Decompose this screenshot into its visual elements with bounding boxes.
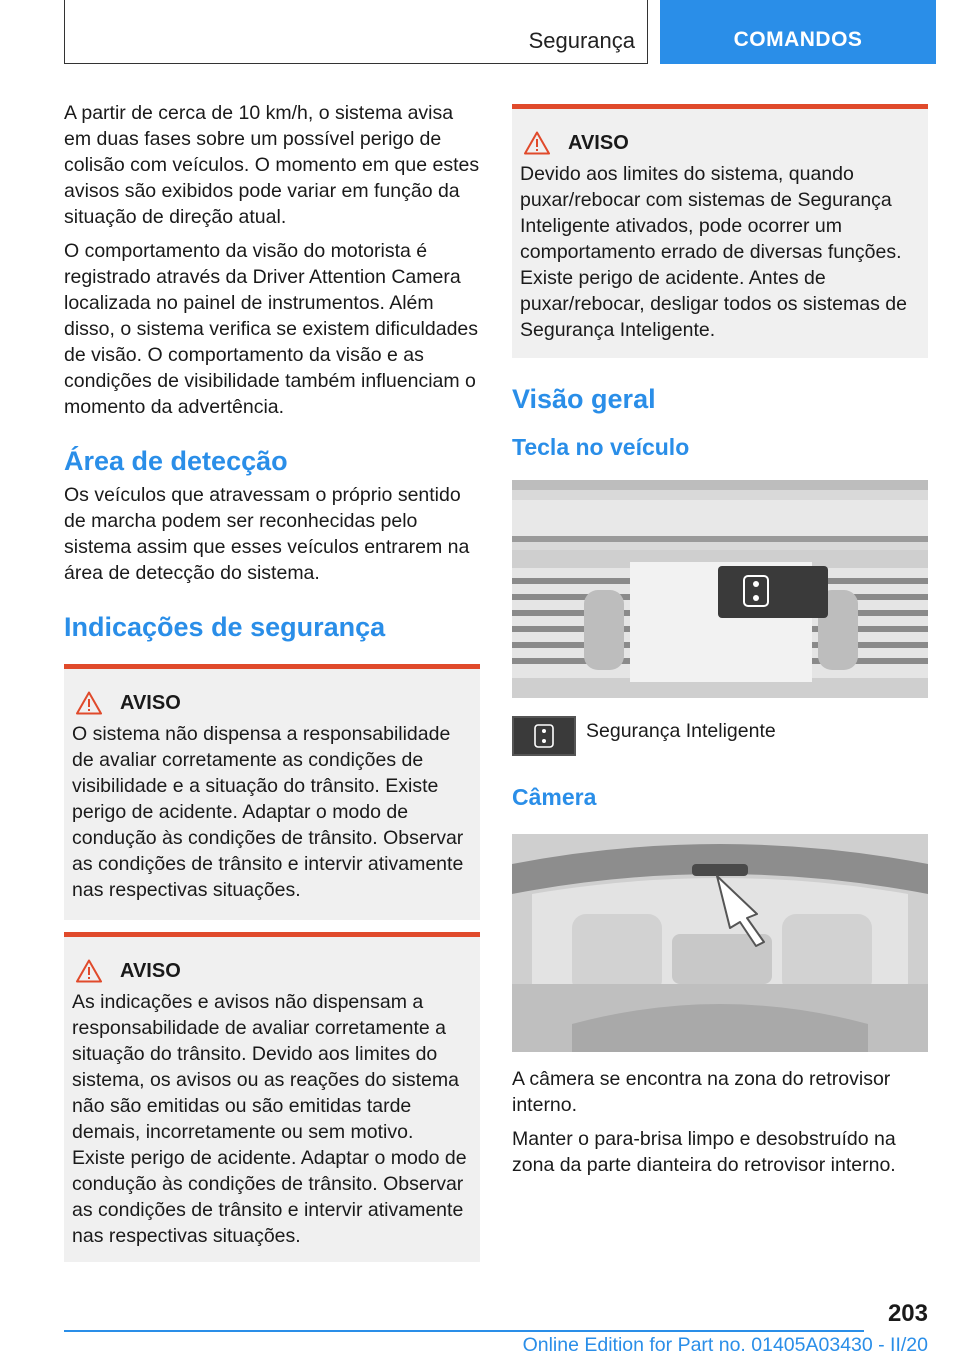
dashboard-button-photo (512, 480, 928, 698)
area-paragraph: Os veículos que atravessam o próprio sentido de marcha podem ser reconhecidas pelo sistema assim que esses veículos entrarem na área de detecção do sistema. (64, 484, 470, 584)
warning-triangle-icon (76, 691, 102, 715)
warning-title-3: AVISO (568, 131, 629, 154)
warning-header-2 (72, 959, 470, 983)
overview-heading: Visão geral (512, 384, 656, 414)
right-air-vent (812, 568, 928, 678)
warning-triangle-icon (524, 131, 550, 155)
safety-heading: Indicações de segurança (64, 612, 386, 642)
warning-title-1: AVISO (120, 691, 181, 714)
header-section-title: Segurança (528, 28, 635, 53)
header-section-box (64, 0, 648, 64)
key-heading: Tecla no veículo (512, 434, 690, 460)
warning-box-3 (512, 104, 928, 358)
camera-paragraph-1: A câmera se encontra na zona do retrovisor interno. (512, 1068, 891, 1116)
warning-header-3 (520, 131, 918, 155)
warning-text-2: As indicações e avisos não dispensam a responsabilidade de avaliar corretamente a situação do trânsito. Devido aos limites do sistema, os avisos ou as reações do sistema não são emitidas ou são emitidas tarde demais, incorretamente ou sem motivo. Existe perigo de acidente. Adaptar o modo de condução às condições de trânsito. Observar as condições de trânsito e intervir ativamente nas respectivas situações. (72, 991, 467, 1247)
header-chapter-tab (660, 0, 936, 64)
left-column (64, 100, 480, 1262)
key-legend-row (512, 716, 928, 756)
footer-divider (64, 1330, 864, 1332)
warning-box-1 (64, 664, 480, 920)
camera-location-photo (512, 834, 928, 1052)
area-heading: Área de detecção (64, 446, 288, 476)
camera-paragraph-2: Manter o para-brisa limpo e desobstruído na zona da parte dianteira do retrovisor interno. (512, 1128, 896, 1176)
warning-triangle-icon (76, 959, 102, 983)
warning-text-1: O sistema não dispensa a responsabilidade de avaliar corretamente as condições de visibilidade e a situação do trânsito. Existe perigo de acidente. Adaptar o modo de condução às condições de trânsito. Observar as condições de trânsito e intervir ativamente nas respectivas situações. (72, 723, 464, 901)
right-column (512, 104, 928, 1178)
warning-text-3: Devido aos limites do sistema, quando puxar/rebocar com sistemas de Segurança Inteligente ativados, pode ocorrer um comportamento errado de diversas funções. Existe perigo de acidente. Antes de puxar/rebocar, desligar todos os sistemas de Segurança Inteligente. (520, 163, 907, 341)
left-air-vent (512, 568, 630, 678)
camera-heading: Câmera (512, 784, 597, 810)
intro-paragraph-2: O comportamento da visão do motorista é registrado através da Driver Attention Camera localizada no painel de instrumentos. Além disso, o sistema verifica se existem dificuldades de visão. O comportamento da visão e as condições de visibilidade também influenciam o momento da advertência. (64, 240, 479, 418)
key-legend-label: Segurança Inteligente (586, 720, 776, 742)
header-chapter-title: COMANDOS (733, 28, 863, 51)
intro-paragraph-1: A partir de cerca de 10 km/h, o sistema avisa em duas fases sobre um possível perigo de colisão com veículos. O momento em que estes avisos são exibidos pode variar em função da situação de direção atual. (64, 102, 480, 228)
warning-title-2: AVISO (120, 959, 181, 982)
safety-button-icon (512, 716, 576, 756)
footer-edition-note: Online Edition for Part no. 01405A03430 - II/20 (522, 1334, 928, 1356)
warning-header-1 (72, 691, 470, 715)
warning-box-2 (64, 932, 480, 1262)
page-number: 203 (887, 1300, 928, 1327)
